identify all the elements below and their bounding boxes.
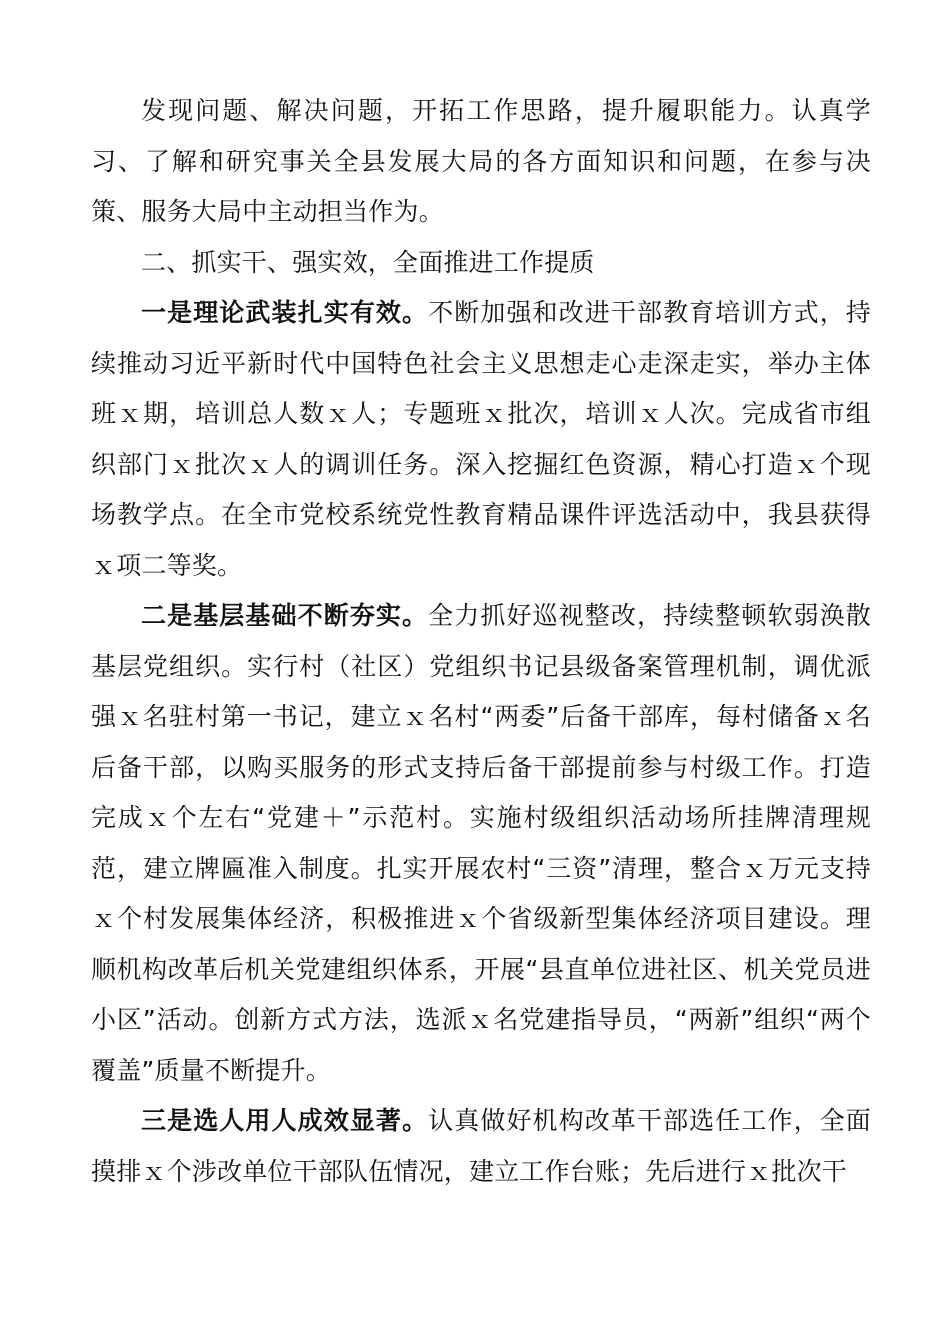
- document-body: [91, 86, 871, 1197]
- section-heading-text: 二、抓实干、强实效，全面推进工作提质: [141, 247, 595, 277]
- paragraph-personnel: [91, 1096, 871, 1197]
- paragraph-continuation: [91, 86, 871, 238]
- paragraph-theory: [91, 288, 871, 591]
- paragraph-lead-bold: 二是基层基础不断夯实。: [141, 601, 429, 630]
- paragraph-lead-bold: 三是选人用人成效显著。: [141, 1106, 429, 1135]
- paragraph-grassroots: [91, 591, 871, 1096]
- paragraph-text: 不断加强和改进干部教育培训方式，持续推动习近平新时代中国特色社会主义思想走心走深走实，举办主体班ｘ期，培训总人数ｘ人；专题班ｘ批次，培训ｘ人次。完成省市组织部门ｘ批次ｘ人的调训任务。深入挖掘红色资源，精心打造ｘ个现场教学点。在全市党校系统党性教育精品课件评选活动中，我县获得ｘ项二等奖。: [91, 298, 871, 580]
- paragraph-text: 认真做好机构改革干部选任工作，全面摸排ｘ个涉改单位干部队伍情况，建立工作台账；先后进行ｘ批次干: [91, 1106, 871, 1186]
- paragraph-text: 发现问题、解决问题，开拓工作思路，提升履职能力。认真学习、了解和研究事关全县发展大局的各方面知识和问题，在参与决策、服务大局中主动担当作为。: [91, 96, 871, 226]
- paragraph-lead-bold: 一是理论武装扎实有效。: [141, 298, 429, 327]
- paragraph-text: 全力抓好巡视整改，持续整顿软弱涣散基层党组织。实行村（社区）党组织书记县级备案管理机制，调优派强ｘ名驻村第一书记，建立ｘ名村“两委”后备干部库，每村储备ｘ名后备干部，以购买服务的形式支持后备干部提前参与村级工作。打造完成ｘ个左右“党建＋”示范村。实施村级组织活动场所挂牌清理规范，建立牌匾准入制度。扎实开展农村“三资”清理，整合ｘ万元支持ｘ个村发展集体经济，积极推进ｘ个省级新型集体经济项目建设。理顺机构改革后机关党建组织体系，开展“县直单位进社区、机关党员进小区”活动。创新方式方法，选派ｘ名党建指导员，“两新”组织“两个覆盖”质量不断提升。: [91, 601, 871, 1085]
- section-heading: [91, 238, 871, 289]
